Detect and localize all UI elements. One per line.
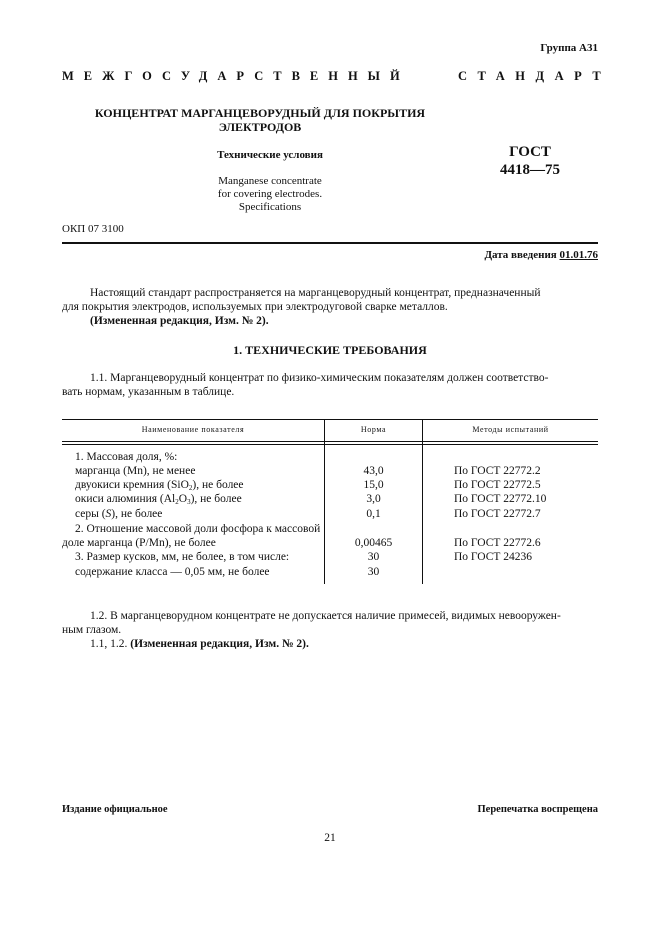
name-text: ), не более [111,508,163,520]
row-indicator: марганца (Mn), не менее [75,465,196,477]
table-row [62,566,598,579]
table-row [62,465,598,478]
row-norm: 0,1 [366,508,381,520]
row-method: По ГОСТ 22772.2 [454,465,541,477]
subscript: 2 [175,498,179,506]
row-norm [325,523,422,535]
row-norm: 43,0 [363,465,384,477]
table-row [62,523,598,536]
page-number: 21 [324,832,336,844]
row-norm: 30 [367,551,380,563]
row-method: По ГОСТ 22772.10 [454,493,547,505]
name-text: O [178,493,188,505]
para1-line2: для покрытия электродов, используемых при электродуговой сварке металлов. [62,301,448,313]
row-indicator: содержание класса — 0,05 мм, не более [75,566,270,578]
gost-label: ГОСТ [509,144,551,160]
header-interstate: МЕЖГОСУДАРСТВЕННЫЙ [62,69,410,83]
footer-reprint: Перепечатка воспрещена [477,804,598,815]
row-indicator: 3. Размер кусков, мм, не более, в том числе: [75,551,290,563]
footer-official: Издание официальное [62,804,168,815]
english-title-3: Specifications [238,201,302,213]
table-row [62,479,598,492]
table-top-line [62,419,598,420]
name-text: серы ( [75,508,106,520]
group-code: Группа А31 [540,42,598,54]
p12-line1: 1.2. В марганцеворудном концентрате не допускается наличие примесей, видимых невооружен- [90,610,561,622]
name-text: двуокиси кремния (SiO [75,479,189,491]
table-row [62,508,598,521]
row-norm: 0,00465 [354,537,393,549]
header-indicator: Наименование показателя [141,425,245,434]
okp-code: ОКП 07 3100 [62,223,124,235]
p11-line2: вать нормам, указанным в таблице. [62,386,235,398]
title-line-1: КОНЦЕНТРАТ МАРГАНЦЕВОРУДНЫЙ ДЛЯ ПОКРЫТИЯ [94,106,426,120]
row-indicator: 1. Массовая доля, %: [75,451,178,463]
p1112-note: (Измененная редакция, Изм. № 2). [130,638,309,650]
english-title-2: for covering electrodes. [217,188,323,200]
intro-date-label: Дата введения [484,249,557,261]
row-indicator [75,493,242,505]
subscript: 2 [188,484,193,492]
row-norm: 30 [367,566,380,578]
header-standard: СТАНДАРТ [458,69,612,83]
row-indicator: 2. Отношение массовой доли фосфора к массовой [75,523,321,535]
row-indicator [75,479,244,491]
row-indicator [75,508,162,520]
row-method: По ГОСТ 22772.6 [454,537,541,549]
header-norm: Норма [360,425,387,434]
p11-line1: 1.1. Марганцеворудный концентрат по физико-химическим показателям должен соответство- [90,372,549,384]
row-method: По ГОСТ 22772.5 [454,479,541,491]
gost-number: 4418—75 [500,162,560,178]
row-norm: 3,0 [366,493,381,505]
subscript: 3 [187,498,191,506]
subtitle: Технические условия [217,149,323,161]
table-header-line [62,441,598,442]
section-1-title: 1. ТЕХНИЧЕСКИЕ ТРЕБОВАНИЯ [233,343,427,357]
english-title-1: Manganese concentrate [218,175,322,187]
table-row [62,451,598,464]
row-method: По ГОСТ 24236 [454,551,533,563]
table-header-line [62,444,598,445]
italic-symbol: S [105,508,112,520]
row-indicator: доле марганца (P/Mn), не более [62,537,216,549]
p1112-prefix: 1.1, 1.2. [90,638,128,650]
name-text: ), не более [190,493,242,505]
table-row [62,493,598,506]
p12-line2: ным глазом. [62,624,122,636]
intro-date-value: 01.01.76 [559,249,598,261]
intro-date [484,250,598,262]
title-line-2: ЭЛЕКТРОДОВ [218,120,302,134]
name-text: окиси алюминия (Al [75,493,176,505]
p1112 [90,638,309,650]
divider [62,242,598,244]
row-norm: 15,0 [363,479,384,491]
table-row [62,551,598,564]
para1-line1: Настоящий стандарт распространяется на марганцеворудный концентрат, предназначенный [90,287,541,299]
header-methods: Методы испытаний [472,425,549,434]
row-method: По ГОСТ 22772.7 [454,508,541,520]
name-text: ), не более [192,479,244,491]
row-norm [325,451,422,463]
para1-note: (Измененная редакция, Изм. № 2). [90,315,269,327]
table-row [62,537,598,550]
